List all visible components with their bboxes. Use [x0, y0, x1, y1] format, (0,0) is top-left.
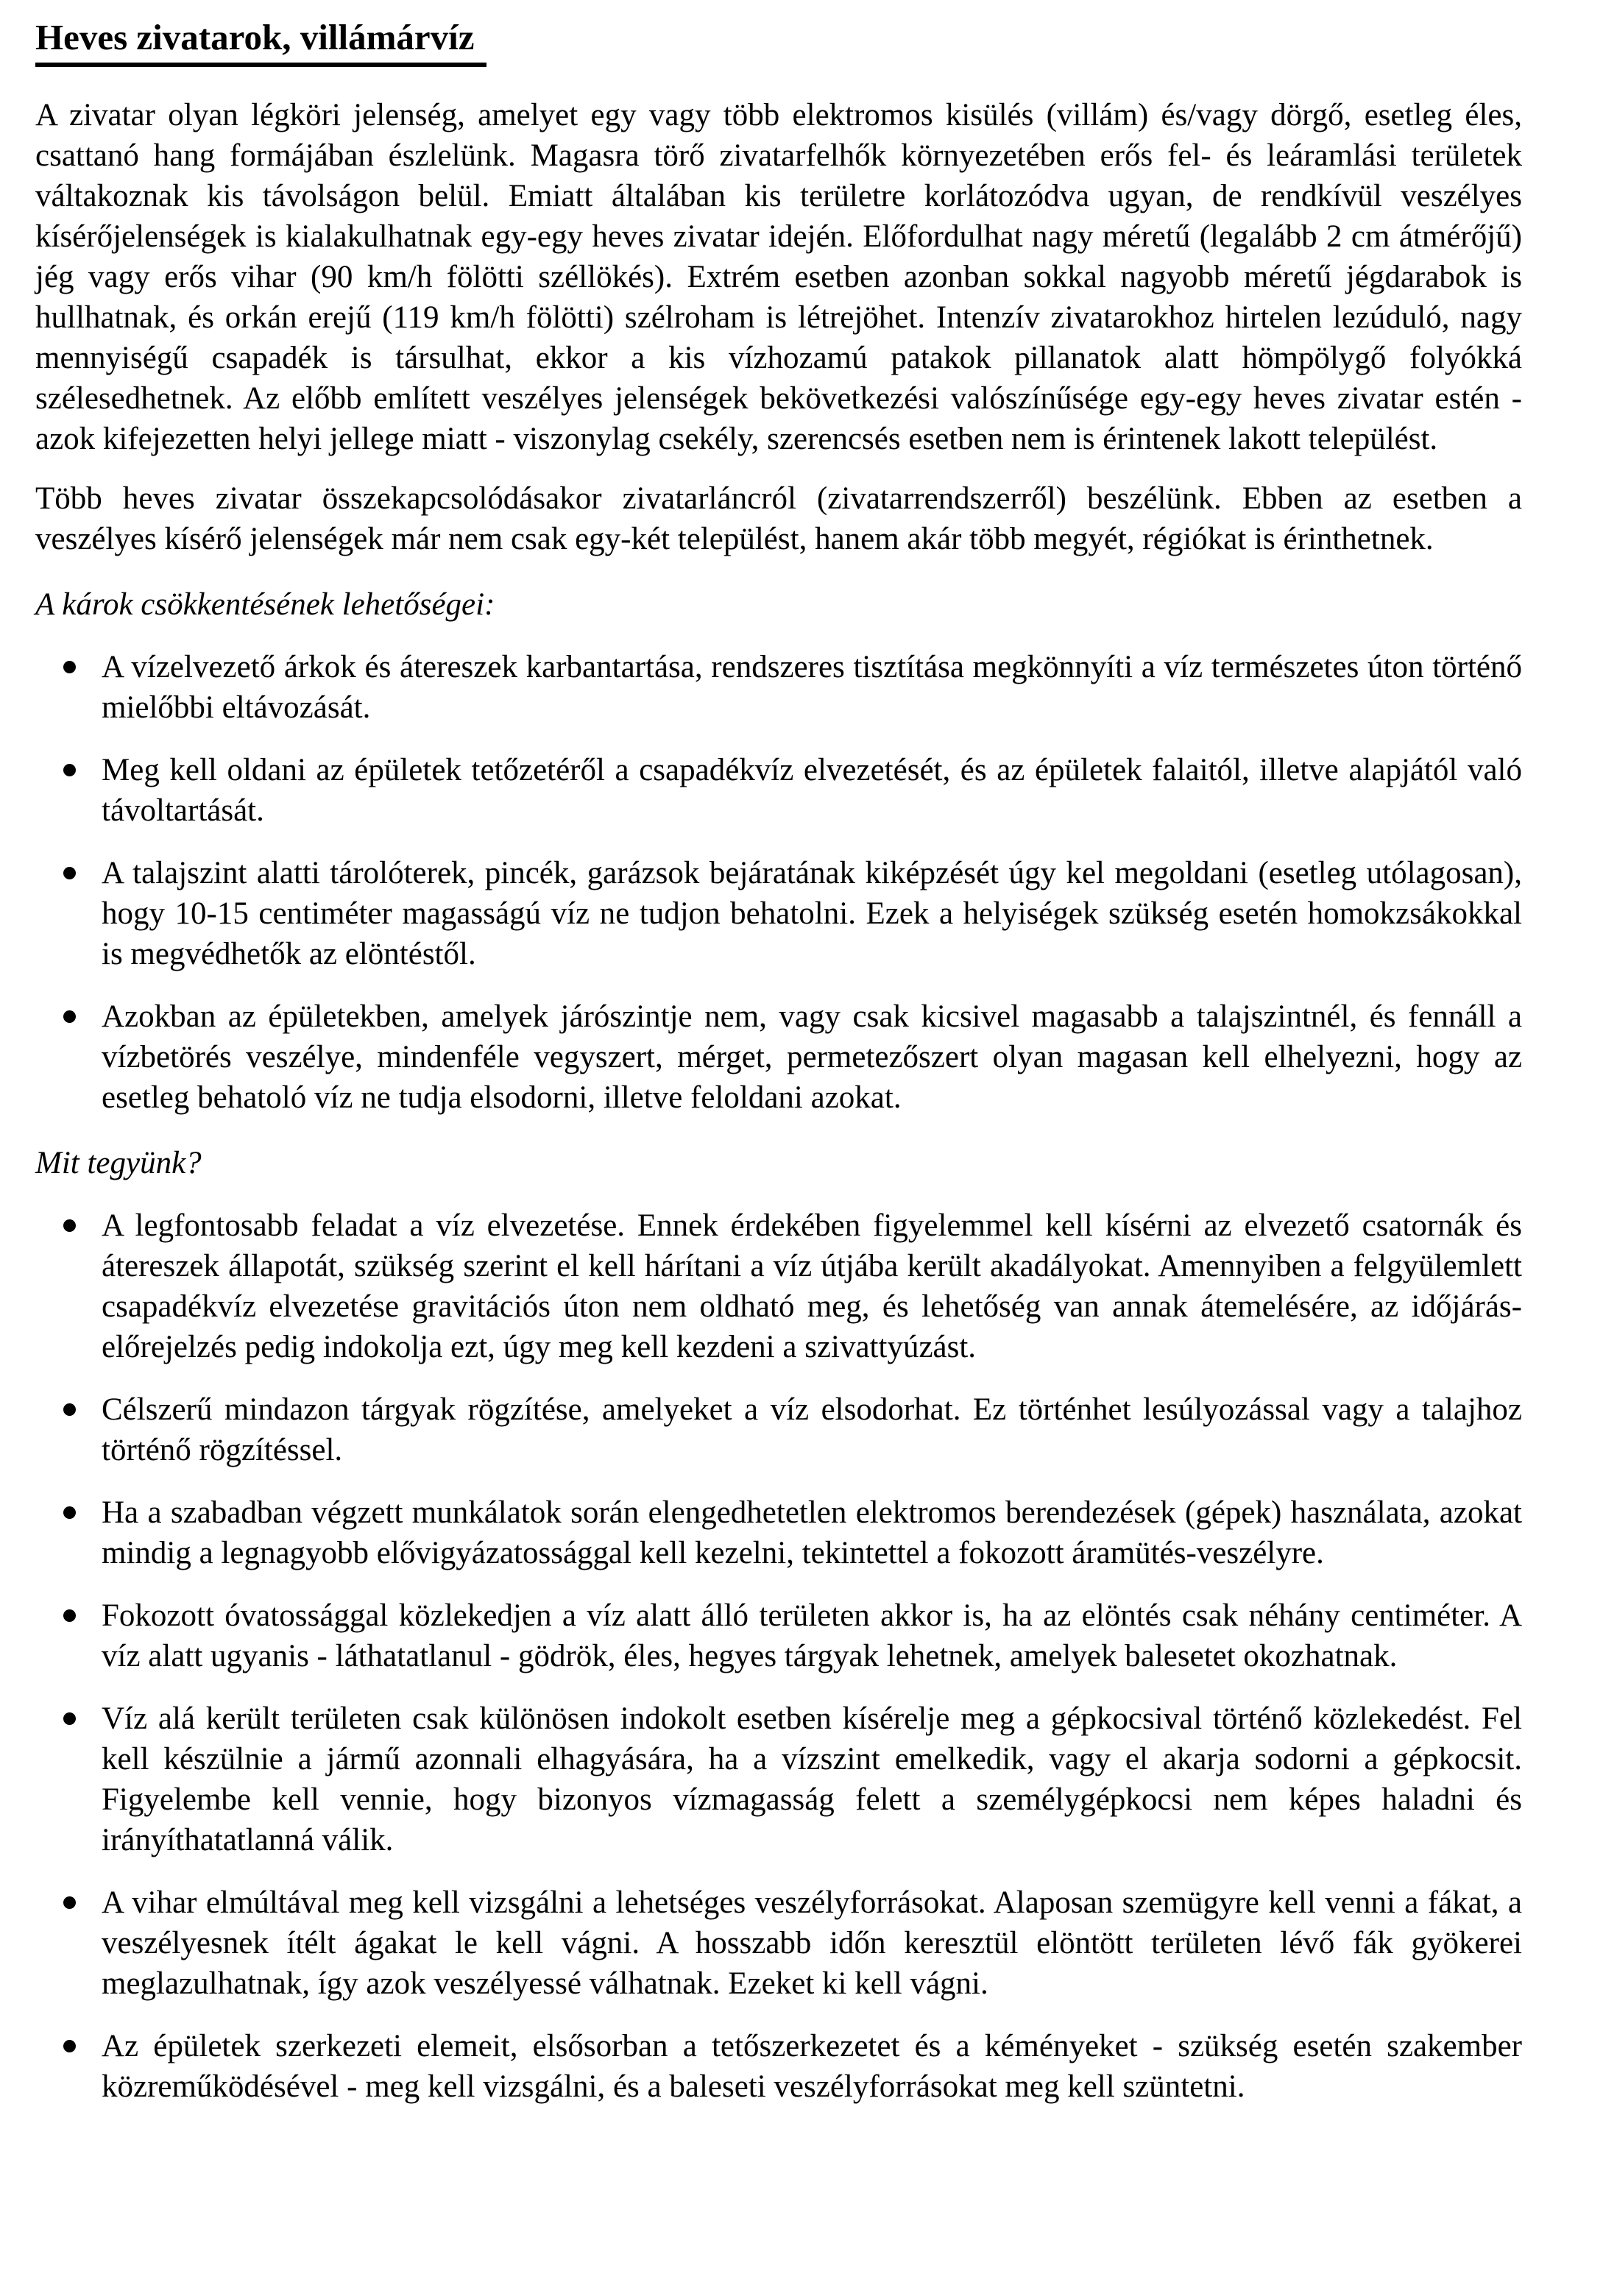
intro-paragraph-1: A zivatar olyan légköri jelenség, amelyet egy vagy több elektromos kisülés (villám) és/vagy dörgő, esetleg éles, csattanó hang formájában észlelünk. Magasra törő zivatarfelhők környezetében erős fel- és leáramlási területek váltakoznak kis távolságon belül. Emiatt általában kis területre korlátozódva ugyan, de rendkívül veszélyes kísérőjelenségek is kialakulhatnak egy-egy heves zivatar idején. Előfordulhat nagy méretű (legalább 2 cm átmérőjű) jég vagy erős vihar (90 km/h fölötti széllökés). Extrém esetben azonban sokkal nagyobb méretű jégdarabok is hullhatnak, és orkán erejű (119 km/h fölötti) szélroham is létrejöhet. Intenzív zivatarokhoz hirtelen lezúduló, nagy mennyiségű csapadék is társulhat, ekkor a kis vízhozamú patakok pillanatok alatt hömpölygő folyókká szélesedhetnek. Az előbb említett veszélyes jelenségek bekövetkezési valószínűsége egy-egy heves zivatar estén - azok kifejezetten helyi jellege miatt - viszonylag csekély, szerencsés esetben nem is érintenek lakott települést. [35, 98, 1522, 456]
bullet-item [35, 647, 1522, 728]
section-heading-what-to-do: Mit tegyünk? [35, 1146, 202, 1180]
bullet-marker [63, 661, 76, 673]
bullet-item [35, 853, 1522, 974]
bullet-item [35, 1389, 1522, 1470]
bullet-text: Ha a szabadban végzett munkálatok során elengedhetetlen elektromos berendezések (gépek) használata, azokat mindig a legnagyobb elővigyázatossággal kell kezelni, tekintettel a fokozott áramütés-veszélyre. [102, 1495, 1522, 1570]
bullet-text: Meg kell oldani az épületek tetőzetéről a csapadékvíz elvezetését, és az épületek falaitól, illetve alapjától való távoltartását. [102, 753, 1522, 828]
bullet-item [35, 2026, 1522, 2107]
bullet-text: Célszerű mindazon tárgyak rögzítése, amelyeket a víz elsodorhat. Ez történhet lesúlyozással vagy a talajhoz történő rögzítéssel. [102, 1392, 1522, 1467]
bullet-item [35, 750, 1522, 831]
bullet-text: Az épületek szerkezeti elemeit, elsősorban a tetőszerkezetet és a kéményeket - szükség esetén szakember közreműködésével - meg kell vizsgálni, és a baleseti veszélyforrásokat meg kell szüntetni. [102, 2029, 1522, 2104]
bullet-marker [63, 764, 76, 776]
bullet-text: A talajszint alatti tárolóterek, pincék, garázsok bejáratának kiképzését úgy kel megoldani (esetleg utólagosan), hogy 10-15 centiméter magasságú víz ne tudjon behatolni. Ezek a helyiségek szükség esetén homokzsákokkal is megvédhetők az elöntéstől. [102, 856, 1522, 971]
document-title: Heves zivatarok, villámárvíz [35, 16, 486, 67]
bullet-marker [63, 2040, 76, 2052]
bullet-item [35, 1205, 1522, 1367]
bullet-marker [63, 1010, 76, 1023]
bullet-list-damage-reduction [35, 647, 1522, 1118]
bullet-marker [63, 1403, 76, 1416]
bullet-text: Víz alá került területen csak különösen indokolt esetben kísérelje meg a gépkocsival történő közlekedést. Fel kell készülnie a jármű azonnali elhagyására, ha a vízszint emelkedik, vagy el akarja sodorni a gépkocsit. Figyelembe kell vennie, hogy bizonyos vízmagasság felett a személygépkocsi nem képes haladni és irányíthatatlanná válik. [102, 1701, 1522, 1857]
bullet-text: Azokban az épületekben, amelyek járószintje nem, vagy csak kicsivel magasabb a talajszintnél, és fennáll a vízbetörés veszélye, mindenféle vegyszert, mérget, permetezőszert olyan magasan kell elhelyezni, hogy az esetleg behatoló víz ne tudja elsodorni, illetve feloldani azokat. [102, 999, 1522, 1115]
bullet-marker [63, 1896, 76, 1909]
bullet-text: A vízelvezető árkok és átereszek karbantartása, rendszeres tisztítása megkönnyíti a víz természetes úton történő mielőbbi eltávozását. [102, 650, 1522, 725]
intro-paragraph-2: Több heves zivatar összekapcsolódásakor zivatarláncról (zivatarrendszerről) beszélünk. Ebben az esetben a veszélyes kísérő jelenségek már nem csak egy-két települést, hanem akár több megyét, régiókat is érinthetnek. [35, 481, 1522, 556]
bullet-list-what-to-do [35, 1205, 1522, 2107]
bullet-marker [63, 1506, 76, 1519]
bullet-text: A legfontosabb feladat a víz elvezetése. Ennek érdekében figyelemmel kell kísérni az elvezető csatornák és átereszek állapotát, szükség szerint el kell hárítani a víz útjába került akadályokat. Amennyiben a felgyülemlett csapadékvíz elvezetése gravitációs úton nem oldható meg, és lehetőség van annak átemelésére, az időjárás-előrejelzés pedig indokolja ezt, úgy meg kell kezdeni a szivattyúzást. [102, 1208, 1522, 1364]
bullet-marker [63, 867, 76, 879]
bullet-marker [63, 1219, 76, 1232]
bullet-marker [63, 1609, 76, 1622]
section-heading-damage-reduction: A károk csökkentésének lehetőségei: [35, 587, 495, 622]
bullet-text: Fokozott óvatossággal közlekedjen a víz alatt álló területen akkor is, ha az elöntés csak néhány centiméter. A víz alatt ugyanis - láthatatlanul - gödrök, éles, hegyes tárgyak lehetnek, amelyek balesetet okozhatnak. [102, 1598, 1522, 1673]
bullet-item [35, 996, 1522, 1118]
bullet-item [35, 1492, 1522, 1573]
bullet-item [35, 1595, 1522, 1676]
bullet-item [35, 1882, 1522, 2004]
bullet-text: A vihar elmúltával meg kell vizsgálni a lehetséges veszélyforrásokat. Alaposan szemügyre kell venni a fákat, a veszélyesnek ítélt ágakat le kell vágni. A hosszabb időn keresztül elöntött területen lévő fák gyökerei meglazulhatnak, így azok veszélyessé válhatnak. Ezeket ki kell vágni. [102, 1885, 1522, 2001]
bullet-item [35, 1698, 1522, 1860]
bullet-marker [63, 1712, 76, 1725]
